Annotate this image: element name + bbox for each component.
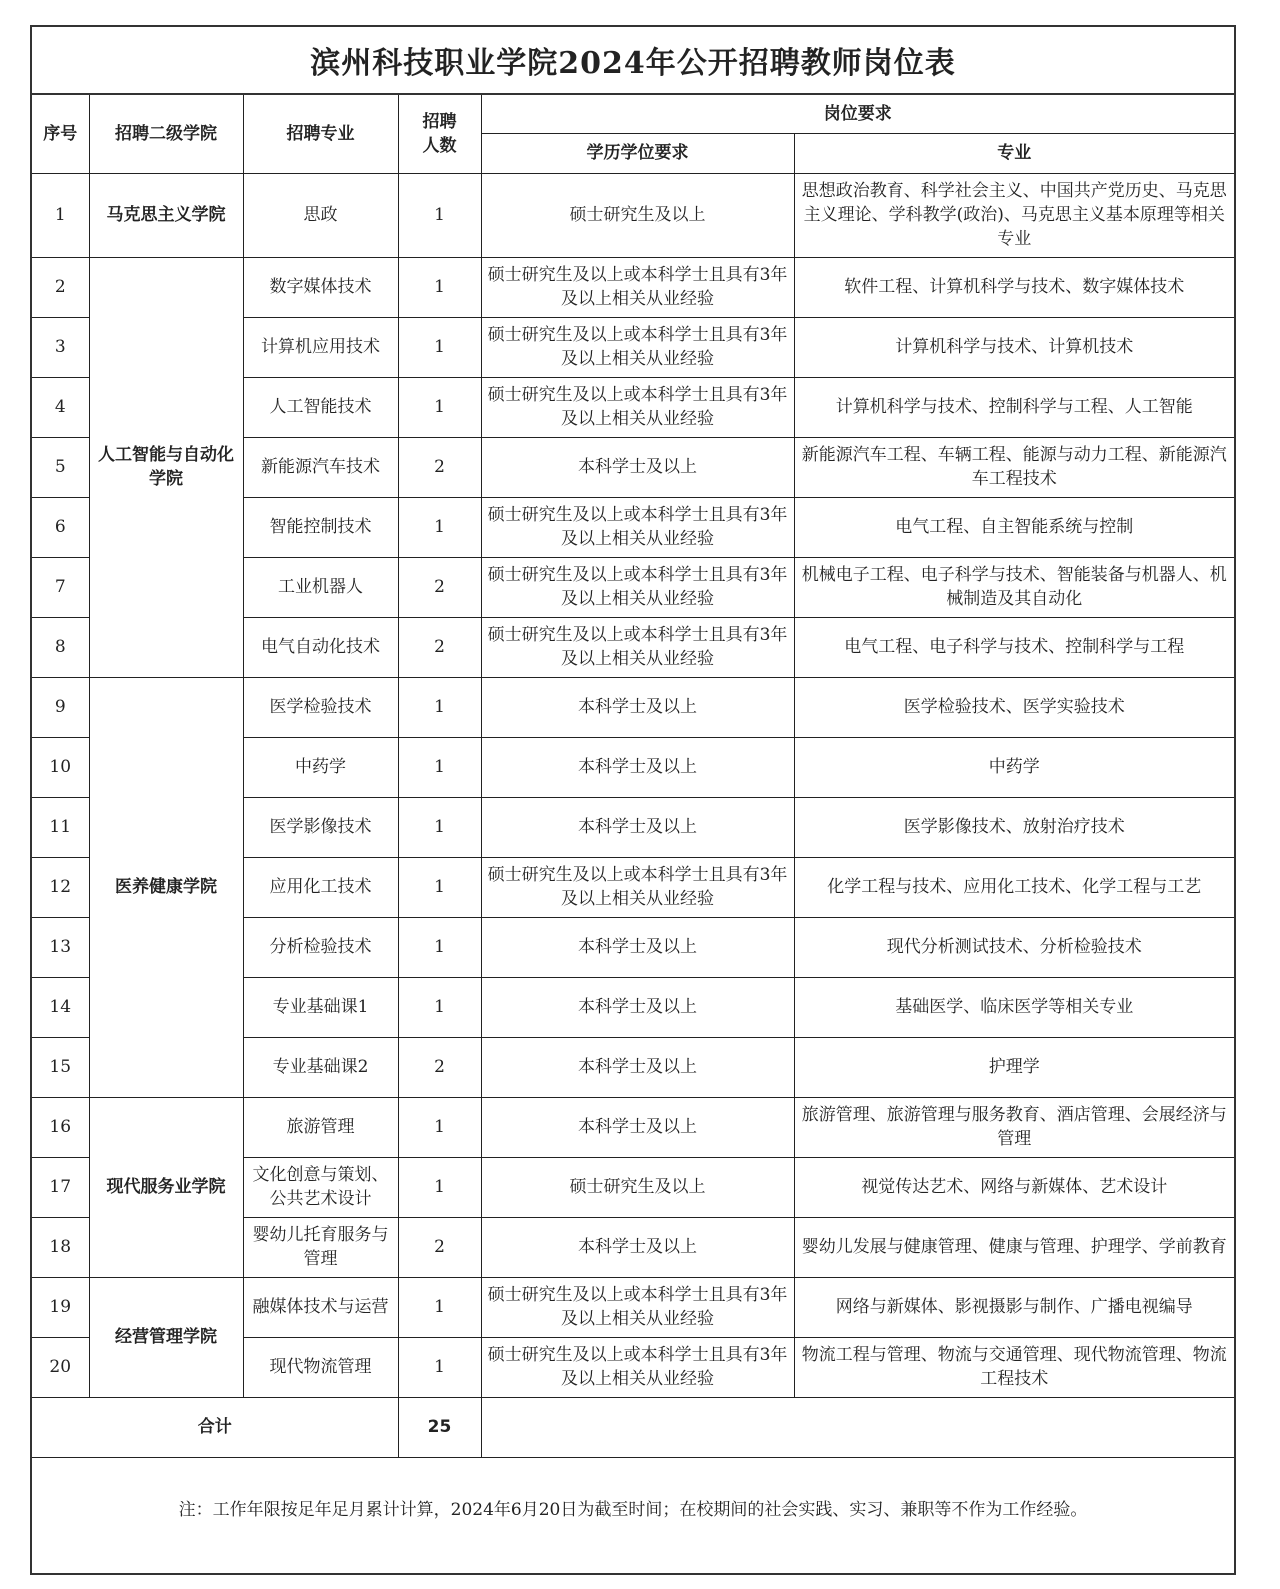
- row-degree: 硕士研究生及以上或本科学士且具有3年及以上相关从业经验: [481, 497, 794, 557]
- row-degree: 本科学士及以上: [481, 737, 794, 797]
- row-field: 电气工程、电子科学与技术、控制科学与工程: [794, 617, 1234, 677]
- row-major: 专业基础课1: [243, 977, 398, 1037]
- row-major: 电气自动化技术: [243, 617, 398, 677]
- row-field: 旅游管理、旅游管理与服务教育、酒店管理、会展经济与管理: [794, 1097, 1234, 1157]
- row-major: 中药学: [243, 737, 398, 797]
- table-body: [32, 173, 1234, 1397]
- row-degree: 硕士研究生及以上: [481, 1157, 794, 1217]
- table-row: [32, 257, 1234, 317]
- row-seq: 2: [32, 257, 89, 317]
- row-seq: 9: [32, 677, 89, 737]
- row-degree: 本科学士及以上: [481, 1037, 794, 1097]
- row-major: 婴幼儿托育服务与管理: [243, 1217, 398, 1277]
- row-seq: 19: [32, 1277, 89, 1337]
- row-seq: 4: [32, 377, 89, 437]
- row-degree: 硕士研究生及以上或本科学士且具有3年及以上相关从业经验: [481, 857, 794, 917]
- row-major: 文化创意与策划、公共艺术设计: [243, 1157, 398, 1217]
- row-field: 现代分析测试技术、分析检验技术: [794, 917, 1234, 977]
- row-field: 电气工程、自主智能系统与控制: [794, 497, 1234, 557]
- row-count: 2: [398, 1037, 481, 1097]
- recruitment-table-sheet: [30, 25, 1236, 1575]
- table-row: [32, 173, 1234, 257]
- row-degree: 本科学士及以上: [481, 677, 794, 737]
- row-college: 医养健康学院: [89, 677, 243, 1097]
- row-count: 1: [398, 797, 481, 857]
- total-empty: [481, 1397, 1234, 1457]
- row-degree: 硕士研究生及以上: [481, 173, 794, 257]
- row-field: 护理学: [794, 1037, 1234, 1097]
- row-major: 医学影像技术: [243, 797, 398, 857]
- row-seq: 12: [32, 857, 89, 917]
- row-field: 网络与新媒体、影视摄影与制作、广播电视编导: [794, 1277, 1234, 1337]
- row-count: 1: [398, 1277, 481, 1337]
- row-degree: 本科学士及以上: [481, 1217, 794, 1277]
- row-seq: 18: [32, 1217, 89, 1277]
- row-count: 1: [398, 497, 481, 557]
- row-seq: 15: [32, 1037, 89, 1097]
- row-seq: 8: [32, 617, 89, 677]
- header-count-label: 招聘人数: [422, 111, 457, 156]
- row-seq: 5: [32, 437, 89, 497]
- row-degree: 硕士研究生及以上或本科学士且具有3年及以上相关从业经验: [481, 1337, 794, 1397]
- total-label: 合计: [32, 1397, 398, 1457]
- row-count: 1: [398, 1157, 481, 1217]
- header-major: 招聘专业: [243, 95, 398, 173]
- row-count: 1: [398, 377, 481, 437]
- row-count: 1: [398, 917, 481, 977]
- row-field: 医学影像技术、放射治疗技术: [794, 797, 1234, 857]
- header-college: 招聘二级学院: [89, 95, 243, 173]
- row-count: 1: [398, 977, 481, 1037]
- row-seq: 17: [32, 1157, 89, 1217]
- row-seq: 13: [32, 917, 89, 977]
- row-seq: 14: [32, 977, 89, 1037]
- row-field: 物流工程与管理、物流与交通管理、现代物流管理、物流工程技术: [794, 1337, 1234, 1397]
- header-count: [398, 95, 481, 173]
- row-college: 马克思主义学院: [89, 173, 243, 257]
- row-degree: 本科学士及以上: [481, 1097, 794, 1157]
- row-major: 旅游管理: [243, 1097, 398, 1157]
- row-degree: 本科学士及以上: [481, 917, 794, 977]
- row-count: 1: [398, 677, 481, 737]
- header-requirements: 岗位要求: [481, 95, 1234, 133]
- row-major: 智能控制技术: [243, 497, 398, 557]
- row-college: 现代服务业学院: [89, 1097, 243, 1277]
- row-count: 1: [398, 257, 481, 317]
- row-seq: 10: [32, 737, 89, 797]
- row-degree: 硕士研究生及以上或本科学士且具有3年及以上相关从业经验: [481, 377, 794, 437]
- positions-table: [32, 95, 1234, 1458]
- row-major: 融媒体技术与运营: [243, 1277, 398, 1337]
- row-seq: 16: [32, 1097, 89, 1157]
- row-major: 分析检验技术: [243, 917, 398, 977]
- row-major: 现代物流管理: [243, 1337, 398, 1397]
- row-major: 专业基础课2: [243, 1037, 398, 1097]
- row-degree: 硕士研究生及以上或本科学士且具有3年及以上相关从业经验: [481, 317, 794, 377]
- header-degree: 学历学位要求: [481, 133, 794, 173]
- header-field: 专业: [794, 133, 1234, 173]
- row-field: 思想政治教育、科学社会主义、中国共产党历史、马克思主义理论、学科教学(政治)、马克思主义基本原理等相关专业: [794, 173, 1234, 257]
- row-seq: 7: [32, 557, 89, 617]
- row-count: 2: [398, 1217, 481, 1277]
- row-count: 1: [398, 737, 481, 797]
- row-degree: 硕士研究生及以上或本科学士且具有3年及以上相关从业经验: [481, 557, 794, 617]
- row-major: 思政: [243, 173, 398, 257]
- row-college: 人工智能与自动化学院: [89, 257, 243, 677]
- footnote: 注：工作年限按足年足月累计计算，2024年6月20日为截至时间；在校期间的社会实践、实习、兼职等不作为工作经验。: [178, 1500, 1088, 1520]
- row-field: 计算机科学与技术、控制科学与工程、人工智能: [794, 377, 1234, 437]
- row-degree: 硕士研究生及以上或本科学士且具有3年及以上相关从业经验: [481, 1277, 794, 1337]
- table-row: [32, 1097, 1234, 1157]
- row-major: 医学检验技术: [243, 677, 398, 737]
- row-major: 计算机应用技术: [243, 317, 398, 377]
- row-count: 1: [398, 1097, 481, 1157]
- row-field: 机械电子工程、电子科学与技术、智能装备与机器人、机械制造及其自动化: [794, 557, 1234, 617]
- row-seq: 1: [32, 173, 89, 257]
- row-count: 2: [398, 617, 481, 677]
- table-row: [32, 677, 1234, 737]
- row-field: 医学检验技术、医学实验技术: [794, 677, 1234, 737]
- header-row: [32, 95, 1234, 133]
- row-field: 计算机科学与技术、计算机技术: [794, 317, 1234, 377]
- row-field: 软件工程、计算机科学与技术、数字媒体技术: [794, 257, 1234, 317]
- row-count: 1: [398, 173, 481, 257]
- row-major: 应用化工技术: [243, 857, 398, 917]
- row-field: 新能源汽车工程、车辆工程、能源与动力工程、新能源汽车工程技术: [794, 437, 1234, 497]
- row-field: 基础医学、临床医学等相关专业: [794, 977, 1234, 1037]
- row-college: 经营管理学院: [89, 1277, 243, 1397]
- row-degree: 本科学士及以上: [481, 977, 794, 1037]
- row-field: 化学工程与技术、应用化工技术、化学工程与工艺: [794, 857, 1234, 917]
- row-degree: 本科学士及以上: [481, 797, 794, 857]
- row-count: 1: [398, 317, 481, 377]
- total-row: [32, 1397, 1234, 1457]
- row-major: 人工智能技术: [243, 377, 398, 437]
- row-count: 1: [398, 857, 481, 917]
- row-count: 1: [398, 1337, 481, 1397]
- row-degree: 硕士研究生及以上或本科学士且具有3年及以上相关从业经验: [481, 257, 794, 317]
- table-row: [32, 1277, 1234, 1337]
- row-major: 数字媒体技术: [243, 257, 398, 317]
- row-count: 2: [398, 557, 481, 617]
- row-seq: 11: [32, 797, 89, 857]
- row-field: 中药学: [794, 737, 1234, 797]
- row-seq: 20: [32, 1337, 89, 1397]
- header-seq: 序号: [32, 95, 89, 173]
- row-degree: 本科学士及以上: [481, 437, 794, 497]
- row-degree: 硕士研究生及以上或本科学士且具有3年及以上相关从业经验: [481, 617, 794, 677]
- row-count: 2: [398, 437, 481, 497]
- row-field: 婴幼儿发展与健康管理、健康与管理、护理学、学前教育: [794, 1217, 1234, 1277]
- row-field: 视觉传达艺术、网络与新媒体、艺术设计: [794, 1157, 1234, 1217]
- row-major: 工业机器人: [243, 557, 398, 617]
- row-seq: 3: [32, 317, 89, 377]
- page-title: 滨州科技职业学院2024年公开招聘教师岗位表: [32, 27, 1234, 95]
- row-seq: 6: [32, 497, 89, 557]
- row-major: 新能源汽车技术: [243, 437, 398, 497]
- total-count: 25: [398, 1397, 481, 1457]
